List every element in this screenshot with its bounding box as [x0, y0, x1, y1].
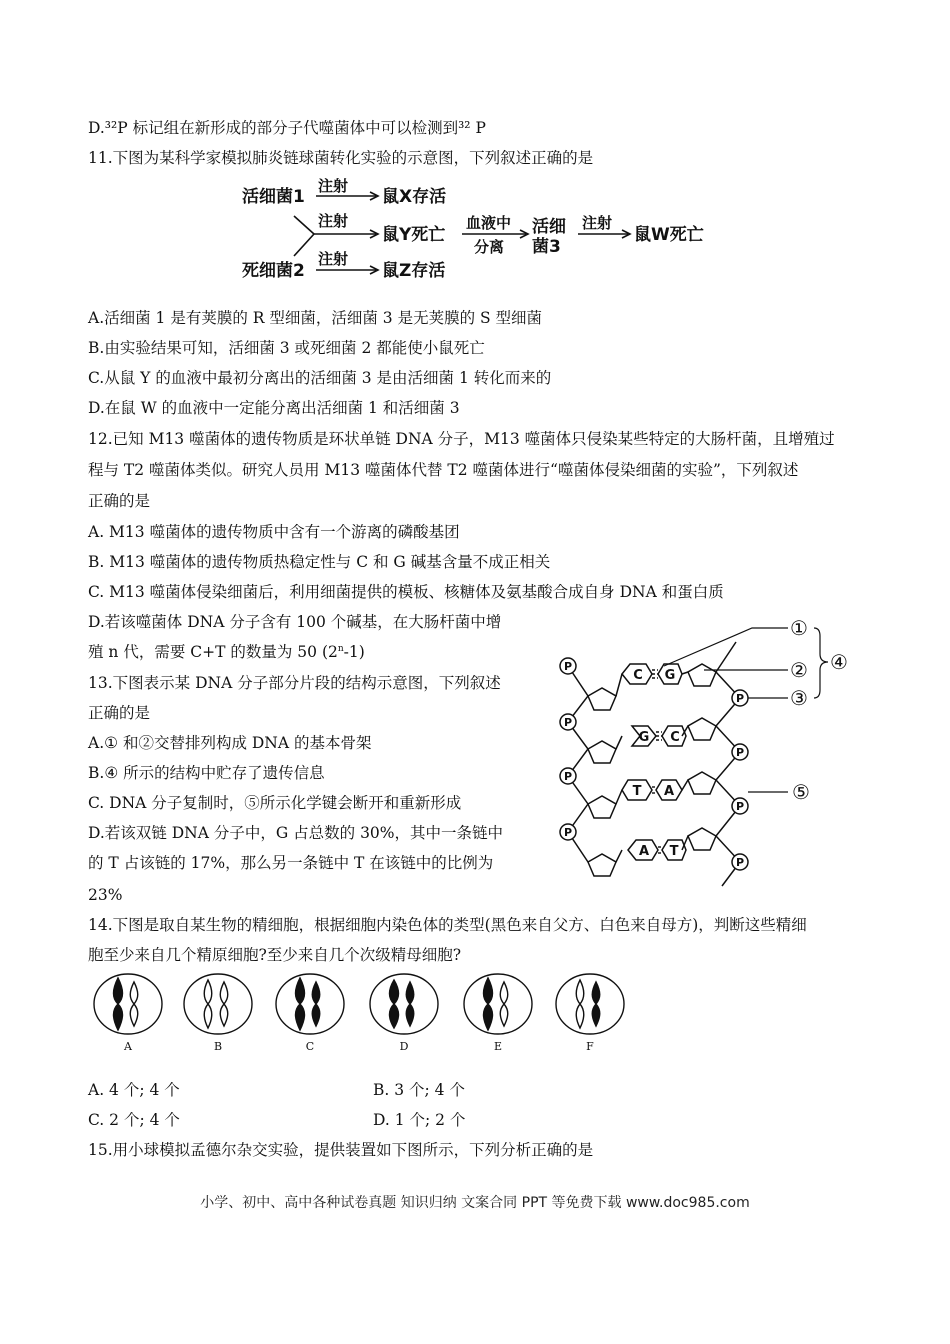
q13-option-c: C. DNA 分子复制时，⑤所示化学键会断开和重新形成 — [88, 794, 462, 812]
cell-label-e: E — [493, 1040, 503, 1053]
q12-option-c: C. M13 噬菌体侵染细菌后，利用细菌提供的模板、核糖体及氨基酸合成自身 DNA 和蛋白质 — [88, 583, 724, 601]
q12-option-b: B. M13 噬菌体的遗传物质热稳定性与 C 和 G 碱基含量不成正相关 — [88, 553, 551, 571]
q13-stem-line1: 13.下图表示某 DNA 分子部分片段的结构示意图，下列叙述 — [88, 674, 501, 692]
q11-option-a: A.活细菌 1 是有荚膜的 R 型细菌，活细菌 3 是无荚膜的 S 型细菌 — [88, 309, 543, 327]
q13-option-d-line3: 23% — [88, 886, 123, 904]
fig11-separate-label: 分离 — [474, 238, 505, 256]
fig11-dead-bacteria-2: 死细菌2 — [242, 261, 305, 281]
cell-label-d: D — [399, 1040, 409, 1053]
q13-option-d-line2: 的 T 占该链的 17%，那么另一条链中 T 在该链中的比例为 — [88, 854, 494, 872]
fig13-label-2: ② — [790, 658, 808, 682]
fig11-mouse-y: 鼠Y死亡 — [382, 225, 446, 245]
q13-option-d-line1: D.若该双链 DNA 分子中，G 占总数的 30%，其中一条链中 — [88, 824, 504, 842]
dna-base-g: G — [638, 730, 650, 745]
fig11-inject-label: 注射 — [318, 250, 349, 268]
phosphate-label: P — [563, 660, 573, 673]
fig13-label-3: ③ — [790, 686, 808, 710]
q12-option-d-line2: 殖 n 代，需要 C+T 的数量为 50 (2$^n$-1) — [88, 643, 365, 661]
cell-label-b: B — [213, 1040, 223, 1053]
fig13-label-1: ① — [790, 616, 808, 640]
dna-base-c: C — [633, 668, 643, 683]
phosphate-label: P — [563, 716, 573, 729]
cell-label-c: C — [305, 1040, 315, 1053]
q14-option-c: C. 2 个; 4 个 — [88, 1111, 180, 1129]
phosphate-label: P — [735, 800, 745, 813]
fig11-mouse-z: 鼠Z存活 — [382, 261, 446, 281]
fig11-inject-label: 注射 — [318, 212, 349, 230]
fig11-live-bacteria-3: 菌3 — [532, 237, 561, 257]
fig13-label-4: ④ — [830, 650, 848, 674]
fig11-live-bacteria-1: 活细菌1 — [242, 187, 305, 207]
q12-option-a: A. M13 噬菌体的遗传物质中含有一个游离的磷酸基团 — [88, 523, 460, 541]
fig11-mouse-w: 鼠W死亡 — [634, 225, 704, 245]
cell-label-a: A — [124, 1040, 132, 1053]
phosphate-label: P — [735, 856, 745, 869]
fig11-inject-label: 注射 — [318, 177, 349, 195]
q11-option-c: C.从鼠 Y 的血液中最初分离出的活细菌 3 是由活细菌 1 转化而来的 — [88, 369, 552, 387]
q12-stem-line1: 12.已知 M13 噬菌体的遗传物质是环状单链 DNA 分子，M13 噬菌体只侵染某些特定的大肠杆菌，且增殖过 — [88, 430, 835, 448]
fig11-inject-label: 注射 — [582, 214, 613, 232]
q14-option-b: B. 3 个; 4 个 — [373, 1081, 465, 1099]
dna-base-a: A — [638, 844, 650, 859]
dna-base-a: A — [663, 784, 675, 799]
q11-option-d: D.在鼠 W 的血液中一定能分离出活细菌 1 和活细菌 3 — [88, 399, 460, 417]
q10-option-d: D.³²P 标记组在新形成的部分子代噬菌体中可以检测到³² P — [88, 119, 486, 137]
phosphate-label: P — [735, 692, 745, 705]
q14-stem-line2: 胞至少来自几个精原细胞?至少来自几个次级精母细胞? — [88, 946, 462, 964]
cell-label-f: F — [586, 1040, 594, 1053]
dna-base-c: C — [670, 730, 680, 745]
q13-dna-figure — [552, 614, 862, 890]
dna-base-t: T — [632, 784, 642, 799]
q14-stem-line1: 14.下图是取自某生物的精细胞，根据细胞内染色体的类型(黑色来自父方、白色来自母方)，判断这些精细 — [88, 916, 807, 934]
phosphate-label: P — [563, 826, 573, 839]
q11-option-b: B.由实验结果可知，活细菌 3 或死细菌 2 都能使小鼠死亡 — [88, 339, 485, 357]
q13-option-a: A.① 和②交替排列构成 DNA 的基本骨架 — [88, 734, 372, 752]
fig11-live-bacteria-3: 活细 — [532, 217, 566, 237]
fig11-mouse-x: 鼠X存活 — [382, 187, 447, 207]
q11-figure — [236, 176, 726, 288]
q14-option-a: A. 4 个; 4 个 — [88, 1081, 180, 1099]
q14-option-d: D. 1 个; 2 个 — [373, 1111, 466, 1129]
q14-cells-figure — [88, 970, 638, 1058]
fig13-label-5: ⑤ — [792, 780, 810, 804]
page-footer: 小学、初中、高中各种试卷真题 知识归纳 文案合同 PPT 等免费下载 www.doc985.com — [200, 1195, 750, 1211]
q11-stem: 11.下图为某科学家模拟肺炎链球菌转化实验的示意图，下列叙述正确的是 — [88, 149, 594, 167]
phosphate-label: P — [735, 746, 745, 759]
fig11-blood-label: 血液中 — [466, 214, 512, 232]
dna-base-g: G — [664, 668, 676, 683]
q12-stem-line3: 正确的是 — [88, 492, 151, 510]
dna-base-t: T — [669, 844, 679, 859]
phosphate-label: P — [563, 770, 573, 783]
q13-option-b: B.④ 所示的结构中贮存了遗传信息 — [88, 764, 325, 782]
q15-stem: 15.用小球模拟孟德尔杂交实验，提供装置如下图所示，下列分析正确的是 — [88, 1141, 594, 1159]
q12-stem-line2: 程与 T2 噬菌体类似。研究人员用 M13 噬菌体代替 T2 噬菌体进行“噬菌体侵染细菌的实验”，下列叙述 — [88, 461, 799, 479]
q12-option-d-line1: D.若该噬菌体 DNA 分子含有 100 个碱基，在大肠杆菌中增 — [88, 613, 502, 631]
q13-stem-line2: 正确的是 — [88, 704, 151, 722]
